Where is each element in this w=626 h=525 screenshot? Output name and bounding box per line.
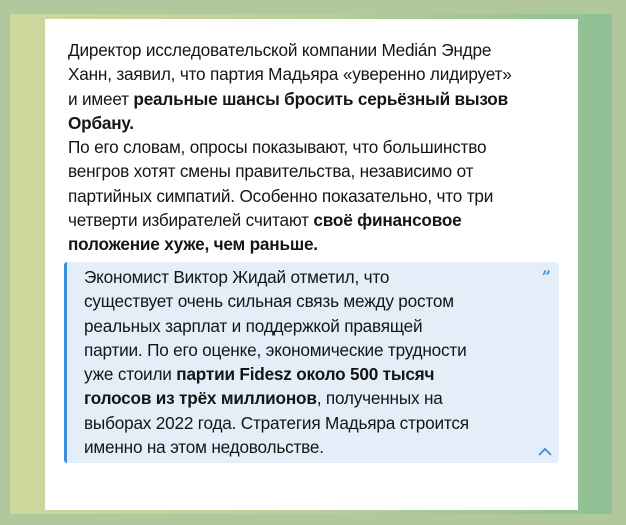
bold-text: партии Fidesz около 500 тысяч — [176, 364, 435, 385]
text-segment: реальных зарплат и поддержкой правящей — [84, 315, 423, 336]
bold-text: голосов из трёх миллионов — [84, 388, 317, 409]
text-line — [84, 411, 469, 435]
text-segment: уже стоили — [84, 364, 177, 385]
text-line — [84, 289, 469, 313]
chevron-up-icon[interactable] — [537, 445, 553, 457]
message-text — [68, 38, 512, 257]
blockquote — [64, 262, 559, 463]
text-line — [84, 386, 469, 410]
text-segment: четверти избирателей считают — [68, 210, 314, 231]
bold-text: реальные шансы бросить серьёзный вызов — [133, 88, 508, 109]
text-line — [68, 38, 512, 62]
text-line — [68, 159, 512, 183]
text-segment: именно на этом недовольстве. — [84, 437, 324, 458]
text-line — [68, 62, 512, 86]
bold-text: положение хуже, чем раньше. — [68, 234, 318, 255]
text-line — [84, 338, 469, 362]
text-segment: и имеет — [68, 88, 134, 109]
text-line — [68, 208, 512, 232]
bold-text: Орбану. — [68, 112, 134, 133]
text-segment: Директор исследовательской компании Medián Эндре — [68, 40, 492, 60]
text-segment: выборах 2022 года. Стратегия Мадьяра строится — [84, 412, 469, 433]
text-line — [68, 232, 512, 256]
text-line — [84, 435, 469, 459]
text-line — [84, 314, 469, 338]
text-line — [68, 135, 512, 159]
text-line — [68, 184, 512, 208]
quote-marks-icon: ” — [541, 267, 551, 286]
text-line — [84, 265, 469, 289]
text-segment: По его словам, опросы показывают, что большинство — [68, 137, 487, 158]
text-segment: , полученных на — [316, 388, 443, 409]
text-segment: венгров хотят смены правительства, независимо от — [68, 161, 474, 182]
text-segment: партийных симпатий. Особенно показательно, что три — [68, 185, 494, 206]
text-line — [68, 111, 512, 135]
bold-text: своё финансовое — [313, 210, 462, 231]
text-segment: партии. По его оценке, экономические трудности — [84, 339, 467, 360]
text-segment: Экономист Виктор Жидай отметил, что — [84, 267, 390, 287]
text-segment: Ханн, заявил, что партия Мадьяра «уверенно лидирует» — [68, 64, 512, 85]
text-line — [68, 87, 512, 111]
text-segment: существует очень сильная связь между ростом — [84, 291, 454, 312]
quote-text — [84, 265, 469, 459]
text-line — [84, 362, 469, 386]
